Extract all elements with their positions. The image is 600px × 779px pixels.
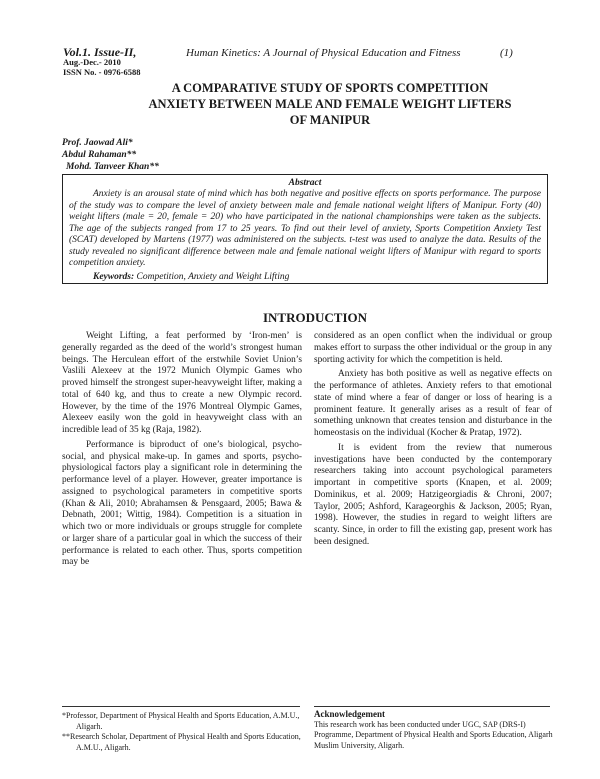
body-paragraph: Performance is biproduct of one’s biological, psycho-social, and physical make-up. In games and sports, psycho-physiological factors play a significant role in determining the performance level of a player. However, greater importance is assigned to psychological parameters in competitive sports (Khan & Ali, 2010; Abrahamsen & Pensgaard, 2005; Bawa & Debnath, 2001; Wittig, 1984). Competition is a situation in which two or more individuals or groups struggle for complete or larger share of a particular goal in which the success of their performance is related to each other. Thus, sports competition may be — [62, 439, 302, 568]
keywords-label: Keywords: — [93, 271, 135, 282]
page-number: (1) — [500, 47, 513, 59]
footnotes — [62, 711, 307, 753]
keywords-line — [93, 271, 541, 283]
paper-title — [80, 80, 580, 128]
author-list — [62, 137, 159, 173]
title-line: A COMPARATIVE STUDY OF SPORTS COMPETITION — [171, 81, 489, 95]
acknowledgement-text: This research work has been conducted under UGC, SAP (DRS-I) Programme, Department of Physical Health and Sports Education, Aligarh Muslim University, Aligarh. — [314, 719, 553, 750]
section-heading: INTRODUCTION — [262, 310, 367, 325]
acknowledgement-divider — [314, 706, 550, 707]
issue-info — [63, 47, 140, 77]
journal-title: Human Kinetics: A Journal of Physical Education and Fitness — [186, 47, 461, 59]
title-line: OF MANIPUR — [289, 113, 371, 127]
body-paragraph: It is evident from the review that numerous investigations have been conducted by the contemporary researchers taking into account psychological parameters important in competitive sports (Knapen, et al. 2009; Dominikus, et al. 2009; Hatzigeorgiadis & Chroni, 2007; Taylor, 2005; Ashford, Karageorghis & Jackson, 2005; Ryan, 1998). However, the studies in regard to weight lifters are scanty. Since, in order to fill the existing gap, present work has been designed. — [314, 442, 552, 547]
acknowledgement-heading: Acknowledgement — [314, 709, 385, 719]
body-paragraph: Weight Lifting, a feat performed by ‘Iron-men’ is generally regarded as the deed of the world’s strongest human beings. The Herculean effort of the erstwhile Soviet Union’s Vaslili Alexeev at the 1972 Munich Olympic Games who proved himself the strongest super-heavyweight lifter, making a total of 640 kg, and thus to create a new Olympic record. However, by the time of the 1976 Montreal Olympic Games, Alexeev easily won the gold in heavyweight class with an incredible lead of 35 kg (Raja, 1982). — [62, 331, 302, 435]
abstract-box — [62, 174, 548, 284]
author-name: Prof. Jaowad Ali* — [62, 138, 133, 148]
footnote: **Research Scholar, Department of Physical Health and Sports Education, A.M.U., Aligarh. — [62, 732, 301, 752]
right-column — [314, 331, 552, 552]
body-paragraph: considered as an open conflict when the individual or group makes effort to surpass the other individual or the group in any sporting activity for which the competition is held. — [314, 331, 552, 365]
acknowledgement — [314, 709, 554, 751]
issn-number: ISSN No. - 0976-6588 — [63, 67, 141, 77]
body-paragraph: Anxiety has both positive as well as negative effects on the performance of athletes. Anxiety refers to that emotional state of mind where a fear of danger or loss of hearing is a prominent feature. It generally arises as a result of fear of something unknown that creates tension and disturbance in the homeostasis on the individual (Kocher & Pratap, 1972). — [314, 369, 552, 438]
left-column — [62, 331, 302, 572]
volume-label: Vol.1. Issue-II, — [63, 45, 137, 59]
author-name: Mohd. Tanveer Khan** — [66, 162, 159, 172]
keywords-text: Competition, Anxiety and Weight Lifting — [136, 271, 290, 282]
footnote-divider — [62, 706, 300, 707]
author-name: Abdul Rahaman** — [62, 150, 137, 160]
title-line: ANXIETY BETWEEN MALE AND FEMALE WEIGHT LIFTERS — [148, 97, 512, 111]
issue-date: Aug.-Dec.- 2010 — [63, 57, 121, 67]
footnote: *Professor, Department of Physical Health and Sports Education, A.M.U., Aligarh. — [62, 711, 300, 731]
abstract-heading: Abstract — [288, 178, 322, 188]
abstract-text: Anxiety is an arousal state of mind which has both negative and positive effects on sports performance. The purpose of the study was to compare the level of anxiety between male and female national weight lifters of Manipur. Forty (40) weight lifters (male = 20, female = 20) who have participated in the national championships were taken as the subjects. The age of the subjects ranged from 17 to 25 years. To find out their level of anxiety, Sports Competition Anxiety Test (SCAT) developed by Martens (1977) was administered on the subjects. t-test was used to analyze the data. Results of the study revealed no significant difference between male and female national weight lifters of Manipur with regard to sports competition anxiety. — [69, 189, 541, 268]
